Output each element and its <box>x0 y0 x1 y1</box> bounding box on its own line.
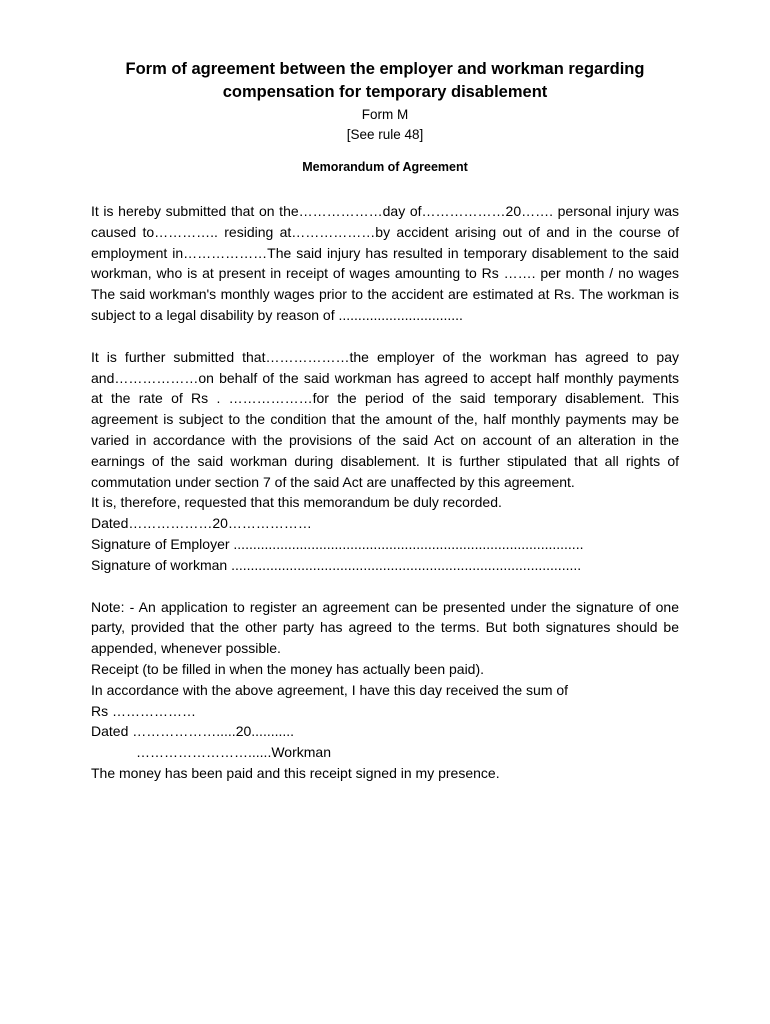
received-amount-line: Rs ……………… <box>91 702 196 719</box>
received-dated-line: Dated ……………….....20........... <box>91 723 295 740</box>
memorandum-heading: Memorandum of Agreement <box>302 160 468 174</box>
paragraph-request-recording: It is, therefore, requested that this memorandum be duly recorded. <box>91 494 502 511</box>
form-label: Form M <box>361 107 409 122</box>
workman-receipt-signature-line: ……………………......Workman <box>136 744 331 761</box>
paid-presence-line: The money has been paid and this receipt signed in my presence. <box>91 764 500 781</box>
document-page <box>91 58 679 784</box>
received-sum-line: In accordance with the above agreement, I have this day received the sum of <box>91 681 569 698</box>
document-title-line-2: compensation for temporary disablement <box>222 83 548 101</box>
receipt-note: Receipt (to be filled in when the money has actually been paid). <box>91 660 485 677</box>
document-title-line-1: Form of agreement between the employer and workman regarding <box>125 60 645 78</box>
rule-reference: [See rule 48] <box>346 127 424 142</box>
dated-line: Dated………………20……………… <box>91 515 312 532</box>
paragraph-payment-agreement: It is further submitted that………………the employer of the workman has agreed to pay and………………on behalf of the said workman has agreed to accept half monthly payments at the rate of Rs . ………………for the period of the said temporary disablement. This agreement is subject to the condition that the amount of the, half monthly payments may be varied in accordance with the provisions of the said Act on account of an alteration in the earnings of the said workman during disablement. It is further stipulated that all rights of commutation under section 7 of the said Act are unaffected by this agreement. <box>91 348 679 490</box>
workman-signature-line: Signature of workman .......................................................................................... <box>91 556 582 573</box>
paragraph-injury-details: It is hereby submitted that on the………………day of………………20……. personal injury was caused to………….. residing at………………by accident arising out of and in the course of employment in………………The said injury has resulted in temporary disablement to the said workman, who is at present in receipt of wages amounting to Rs ……. per month / no wages The said workman's monthly wages prior to the accident are estimated at Rs. The workman is subject to a legal disability by reason of ................................ <box>91 203 679 323</box>
employer-signature-line: Signature of Employer .......................................................................................... <box>91 535 584 552</box>
note-paragraph: Note: - An application to register an agreement can be presented under the signature of one party, provided that the other party has agreed to the terms. But both signatures should be appended, whenever possible. <box>91 598 679 657</box>
